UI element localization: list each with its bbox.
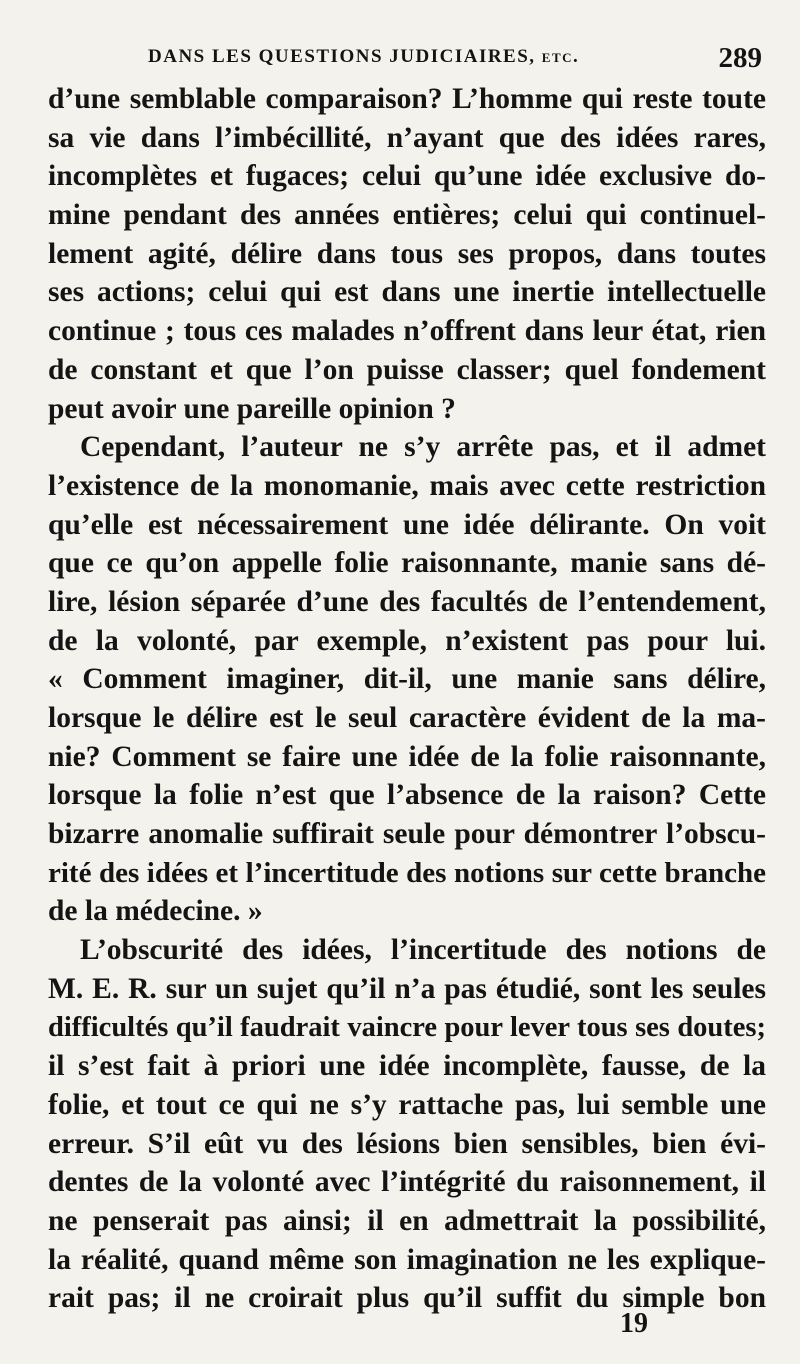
text-line: peut avoir une pareille opinion ? <box>48 392 456 425</box>
text-line: de la volonté, par exemple, n’existent pas pour lui. <box>48 624 766 657</box>
text-line: ses actions; celui qui est dans une inertie intellectuelle <box>48 276 766 309</box>
body-text <box>48 80 766 1318</box>
text-line: dentes de la volonté avec l’intégrité du raisonnement, il <box>48 1166 766 1199</box>
text-line: de la médecine. » <box>48 895 263 928</box>
paragraph-1 <box>48 80 766 428</box>
page-header <box>48 42 766 82</box>
text-line: continue ; tous ces malades n’offrent dans leur état, rien <box>48 315 766 348</box>
text-line: d’une semblable comparaison? L’homme qui reste toute <box>48 83 766 115</box>
text-line: M. E. R. sur un sujet qu’il n’a pas étudié, sont les seules <box>48 972 766 1005</box>
signature-mark: 19 <box>620 1308 648 1339</box>
text-line: bizarre anomalie suffirait seule pour démontrer l’obscu- <box>48 818 766 851</box>
text-line: rait pas; il ne croirait plus qu’il suffit du simple bon <box>48 1282 766 1315</box>
paragraph-3 <box>48 931 766 1318</box>
text-line: l’existence de la monomanie, mais avec cette restriction <box>48 469 766 502</box>
text-line: Cependant, l’auteur ne s’y arrête pas, et il admet <box>80 431 766 464</box>
text-line: mine pendant des années entières; celui qui continuel- <box>48 199 766 232</box>
text-line: la réalité, quand même son imagination ne les explique- <box>48 1243 766 1276</box>
page-number: 289 <box>718 42 762 74</box>
text-line: que ce qu’on appelle folie raisonnante, manie sans dé- <box>48 547 766 580</box>
text-line: rité des idées et l’incertitude des notions sur cette branche <box>48 856 766 889</box>
text-line: lorsque la folie n’est que l’absence de la raison? Cette <box>48 779 766 812</box>
text-line: L’obscurité des idées, l’incertitude des notions de <box>80 934 766 967</box>
text-line: incomplètes et fugaces; celui qu’une idée exclusive do- <box>48 160 766 193</box>
text-line: il s’est fait à priori une idée incomplète, fausse, de la <box>48 1050 766 1083</box>
text-line: « Comment imaginer, dit-il, une manie sans délire, <box>48 663 766 696</box>
text-line: sa vie dans l’imbécillité, n’ayant que des idées rares, <box>48 121 766 154</box>
text-line: difficultés qu’il faudrait vaincre pour lever tous ses doutes; <box>48 1011 766 1043</box>
text-line: lire, lésion séparée d’une des facultés de l’entendement, <box>48 585 766 618</box>
text-line: ne penserait pas ainsi; il en admettrait la possibilité, <box>48 1204 766 1237</box>
text-line: de constant et que l’on puisse classer; quel fondement <box>48 353 766 386</box>
text-line: nie? Comment se faire une idée de la folie raisonnante, <box>48 740 766 773</box>
text-line: folie, et tout ce qui ne s’y rattache pas, lui semble une <box>48 1088 766 1121</box>
running-head: DANS LES QUESTIONS JUDICIAIRES, etc. <box>148 46 580 67</box>
paragraph-2 <box>48 428 766 931</box>
text-line: qu’elle est nécessairement une idée délirante. On voit <box>48 508 766 541</box>
text-line: lement agité, délire dans tous ses propos, dans toutes <box>48 237 766 270</box>
text-line: erreur. S’il eût vu des lésions bien sensibles, bien évi- <box>48 1127 766 1160</box>
text-line: lorsque le délire est le seul caractère évident de la ma- <box>48 702 766 734</box>
